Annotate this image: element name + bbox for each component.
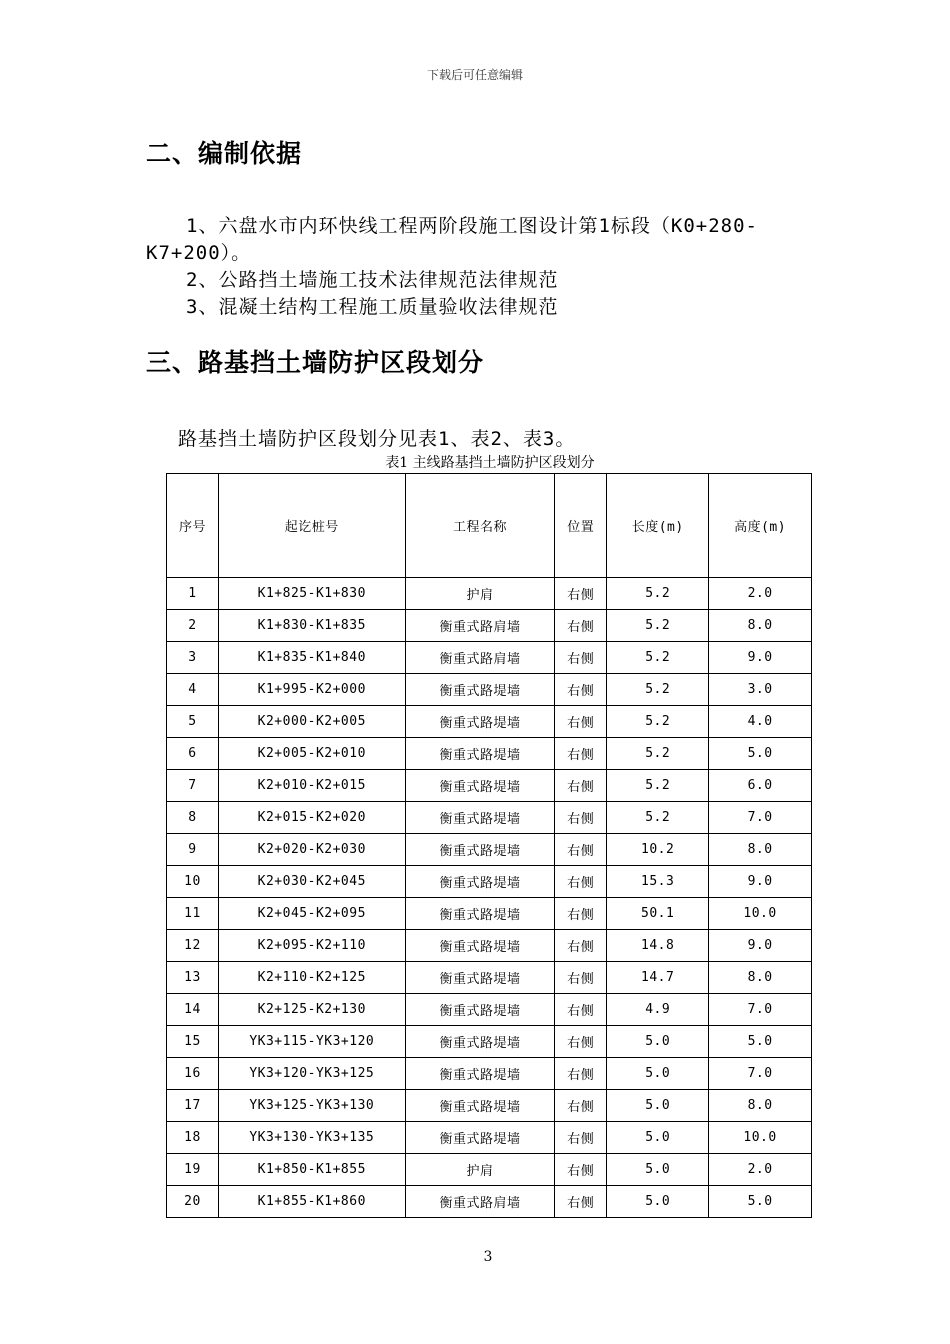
cell-position: 右侧 xyxy=(555,642,607,674)
cell-index: 8 xyxy=(167,802,219,834)
cell-index: 17 xyxy=(167,1090,219,1122)
table-row xyxy=(167,866,812,898)
cell-station-range: K1+835-K1+840 xyxy=(218,642,405,674)
cell-project-name: 衡重式路肩墙 xyxy=(405,610,555,642)
cell-project-name: 衡重式路堤墙 xyxy=(405,898,555,930)
cell-length: 14.8 xyxy=(607,930,709,962)
cell-index: 5 xyxy=(167,706,219,738)
table-row xyxy=(167,962,812,994)
retaining-wall-table xyxy=(166,473,812,1218)
cell-length: 5.0 xyxy=(607,1122,709,1154)
cell-length: 5.2 xyxy=(607,802,709,834)
table-row xyxy=(167,738,812,770)
page-header-note: 下载后可任意编辑 xyxy=(426,68,523,82)
cell-height: 9.0 xyxy=(709,930,812,962)
cell-project-name: 衡重式路肩墙 xyxy=(405,642,555,674)
cell-project-name: 衡重式路堤墙 xyxy=(405,1122,555,1154)
cell-project-name: 衡重式路堤墙 xyxy=(405,1058,555,1090)
cell-project-name: 衡重式路堤墙 xyxy=(405,930,555,962)
cell-height: 8.0 xyxy=(709,834,812,866)
cell-position: 右侧 xyxy=(555,738,607,770)
cell-project-name: 衡重式路堤墙 xyxy=(405,706,555,738)
cell-position: 右侧 xyxy=(555,866,607,898)
cell-position: 右侧 xyxy=(555,962,607,994)
cell-length: 15.3 xyxy=(607,866,709,898)
cell-index: 19 xyxy=(167,1154,219,1186)
table-row xyxy=(167,770,812,802)
cell-index: 2 xyxy=(167,610,219,642)
table-header-row xyxy=(167,474,812,578)
cell-height: 8.0 xyxy=(709,962,812,994)
division-intro-text: 路基挡土墙防护区段划分见表1、表2、表3。 xyxy=(178,428,576,450)
cell-station-range: K2+010-K2+015 xyxy=(218,770,405,802)
cell-station-range: YK3+125-YK3+130 xyxy=(218,1090,405,1122)
cell-position: 右侧 xyxy=(555,1186,607,1218)
table-row xyxy=(167,610,812,642)
cell-position: 右侧 xyxy=(555,610,607,642)
table-row xyxy=(167,1058,812,1090)
cell-length: 5.2 xyxy=(607,706,709,738)
cell-index: 10 xyxy=(167,866,219,898)
cell-project-name: 衡重式路堤墙 xyxy=(405,674,555,706)
cell-station-range: K2+015-K2+020 xyxy=(218,802,405,834)
cell-length: 5.0 xyxy=(607,1058,709,1090)
cell-station-range: K1+830-K1+835 xyxy=(218,610,405,642)
cell-position: 右侧 xyxy=(555,802,607,834)
cell-length: 50.1 xyxy=(607,898,709,930)
cell-station-range: K2+000-K2+005 xyxy=(218,706,405,738)
cell-height: 9.0 xyxy=(709,866,812,898)
cell-project-name: 衡重式路堤墙 xyxy=(405,834,555,866)
header-position: 位置 xyxy=(555,474,607,578)
cell-length: 14.7 xyxy=(607,962,709,994)
section-heading-division: 三、路基挡土墙防护区段划分 xyxy=(146,348,485,377)
cell-index: 20 xyxy=(167,1186,219,1218)
cell-position: 右侧 xyxy=(555,1026,607,1058)
basis-paragraph xyxy=(146,213,846,321)
table-row xyxy=(167,834,812,866)
table-row xyxy=(167,898,812,930)
cell-height: 5.0 xyxy=(709,738,812,770)
table-row xyxy=(167,802,812,834)
cell-height: 10.0 xyxy=(709,1122,812,1154)
cell-length: 5.2 xyxy=(607,738,709,770)
cell-length: 5.2 xyxy=(607,770,709,802)
cell-height: 8.0 xyxy=(709,1090,812,1122)
cell-station-range: K2+020-K2+030 xyxy=(218,834,405,866)
cell-length: 5.0 xyxy=(607,1186,709,1218)
cell-height: 7.0 xyxy=(709,994,812,1026)
cell-length: 5.0 xyxy=(607,1026,709,1058)
cell-index: 16 xyxy=(167,1058,219,1090)
cell-project-name: 衡重式路堤墙 xyxy=(405,1090,555,1122)
cell-length: 5.2 xyxy=(607,610,709,642)
cell-height: 9.0 xyxy=(709,642,812,674)
table-row xyxy=(167,994,812,1026)
cell-station-range: YK3+120-YK3+125 xyxy=(218,1058,405,1090)
cell-position: 右侧 xyxy=(555,994,607,1026)
basis-line: 1、六盘水市内环快线工程两阶段施工图设计第1标段（K0+280- xyxy=(146,215,758,237)
cell-height: 3.0 xyxy=(709,674,812,706)
basis-line: 2、公路挡土墙施工技术法律规范法律规范 xyxy=(146,269,559,291)
cell-position: 右侧 xyxy=(555,898,607,930)
cell-index: 18 xyxy=(167,1122,219,1154)
header-station-range: 起讫桩号 xyxy=(218,474,405,578)
basis-line: K7+200）。 xyxy=(146,242,252,264)
cell-height: 2.0 xyxy=(709,578,812,610)
cell-project-name: 护肩 xyxy=(405,578,555,610)
cell-height: 10.0 xyxy=(709,898,812,930)
basis-line: 3、混凝土结构工程施工质量验收法律规范 xyxy=(146,296,559,318)
cell-index: 1 xyxy=(167,578,219,610)
cell-position: 右侧 xyxy=(555,674,607,706)
cell-height: 6.0 xyxy=(709,770,812,802)
cell-height: 5.0 xyxy=(709,1186,812,1218)
cell-position: 右侧 xyxy=(555,1058,607,1090)
header-height: 高度(m) xyxy=(709,474,812,578)
cell-project-name: 衡重式路堤墙 xyxy=(405,802,555,834)
cell-project-name: 衡重式路堤墙 xyxy=(405,1026,555,1058)
table-row xyxy=(167,930,812,962)
cell-station-range: K1+850-K1+855 xyxy=(218,1154,405,1186)
table-row xyxy=(167,1090,812,1122)
cell-height: 2.0 xyxy=(709,1154,812,1186)
cell-length: 5.2 xyxy=(607,642,709,674)
cell-station-range: K1+995-K2+000 xyxy=(218,674,405,706)
header-length: 长度(m) xyxy=(607,474,709,578)
table-row xyxy=(167,578,812,610)
cell-index: 9 xyxy=(167,834,219,866)
section-heading-basis: 二、编制依据 xyxy=(146,139,303,168)
cell-project-name: 衡重式路肩墙 xyxy=(405,1186,555,1218)
cell-length: 5.0 xyxy=(607,1090,709,1122)
table-row xyxy=(167,706,812,738)
cell-index: 13 xyxy=(167,962,219,994)
cell-height: 7.0 xyxy=(709,802,812,834)
cell-project-name: 衡重式路堤墙 xyxy=(405,770,555,802)
cell-index: 14 xyxy=(167,994,219,1026)
cell-index: 4 xyxy=(167,674,219,706)
cell-project-name: 衡重式路堤墙 xyxy=(405,866,555,898)
cell-height: 7.0 xyxy=(709,1058,812,1090)
cell-position: 右侧 xyxy=(555,770,607,802)
table-row xyxy=(167,674,812,706)
cell-station-range: YK3+130-YK3+135 xyxy=(218,1122,405,1154)
cell-position: 右侧 xyxy=(555,834,607,866)
table-row xyxy=(167,1154,812,1186)
cell-length: 4.9 xyxy=(607,994,709,1026)
cell-station-range: YK3+115-YK3+120 xyxy=(218,1026,405,1058)
table-row xyxy=(167,1026,812,1058)
cell-index: 12 xyxy=(167,930,219,962)
cell-station-range: K2+125-K2+130 xyxy=(218,994,405,1026)
cell-station-range: K2+030-K2+045 xyxy=(218,866,405,898)
cell-station-range: K2+095-K2+110 xyxy=(218,930,405,962)
cell-project-name: 衡重式路堤墙 xyxy=(405,994,555,1026)
cell-height: 4.0 xyxy=(709,706,812,738)
table-body xyxy=(167,578,812,1218)
cell-station-range: K2+045-K2+095 xyxy=(218,898,405,930)
cell-length: 10.2 xyxy=(607,834,709,866)
cell-project-name: 衡重式路堤墙 xyxy=(405,962,555,994)
cell-index: 15 xyxy=(167,1026,219,1058)
cell-index: 3 xyxy=(167,642,219,674)
cell-position: 右侧 xyxy=(555,1154,607,1186)
page-number: 3 xyxy=(483,1249,493,1265)
cell-station-range: K2+110-K2+125 xyxy=(218,962,405,994)
cell-index: 7 xyxy=(167,770,219,802)
cell-position: 右侧 xyxy=(555,1122,607,1154)
cell-position: 右侧 xyxy=(555,1090,607,1122)
cell-station-range: K1+825-K1+830 xyxy=(218,578,405,610)
cell-height: 8.0 xyxy=(709,610,812,642)
cell-project-name: 护肩 xyxy=(405,1154,555,1186)
cell-station-range: K2+005-K2+010 xyxy=(218,738,405,770)
table-row xyxy=(167,1122,812,1154)
cell-index: 11 xyxy=(167,898,219,930)
table-caption: 表1 主线路基挡土墙防护区段划分 xyxy=(385,455,595,471)
cell-position: 右侧 xyxy=(555,706,607,738)
cell-position: 右侧 xyxy=(555,578,607,610)
cell-length: 5.2 xyxy=(607,674,709,706)
header-project-name: 工程名称 xyxy=(405,474,555,578)
cell-height: 5.0 xyxy=(709,1026,812,1058)
header-index: 序号 xyxy=(167,474,219,578)
cell-position: 右侧 xyxy=(555,930,607,962)
table-row xyxy=(167,1186,812,1218)
cell-station-range: K1+855-K1+860 xyxy=(218,1186,405,1218)
table-row xyxy=(167,642,812,674)
cell-length: 5.0 xyxy=(607,1154,709,1186)
cell-index: 6 xyxy=(167,738,219,770)
cell-length: 5.2 xyxy=(607,578,709,610)
cell-project-name: 衡重式路堤墙 xyxy=(405,738,555,770)
